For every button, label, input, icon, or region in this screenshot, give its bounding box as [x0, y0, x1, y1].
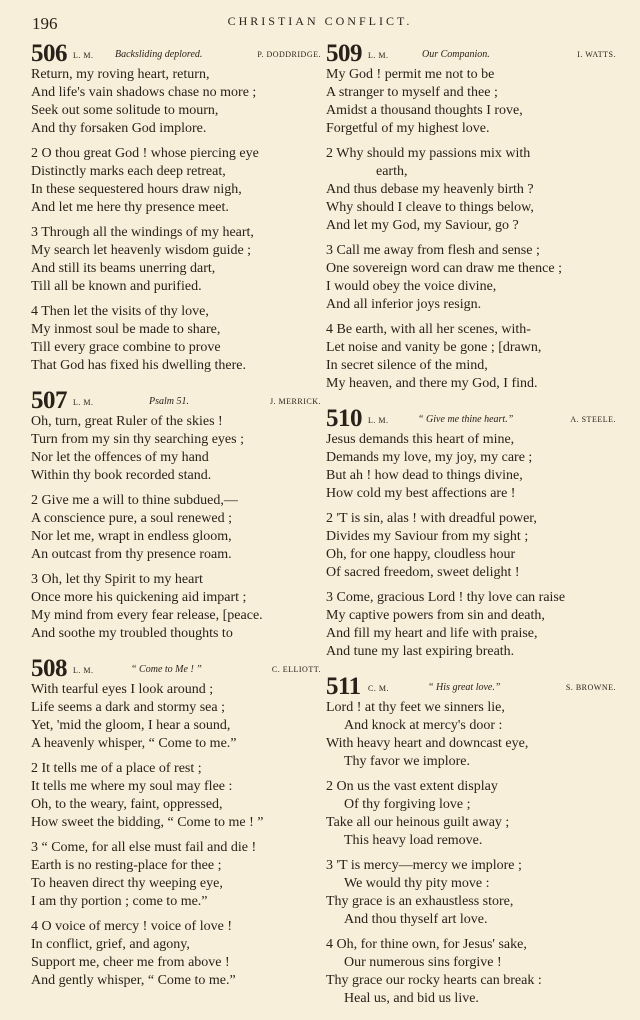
- verse-line: 2 'T is sin, alas ! with dreadful power,: [326, 511, 537, 526]
- stanza: [326, 778, 616, 850]
- hymn-number: 508: [31, 655, 67, 682]
- verse-line: And thou thyself art love.: [344, 912, 488, 927]
- verse-line: Divides my Saviour from my sight ;: [326, 529, 529, 544]
- hymn-meter: L. M.: [73, 666, 94, 675]
- verse-line: A stranger to myself and thee ;: [326, 85, 498, 100]
- stanza: [31, 571, 321, 643]
- verse-line: 2 On us the vast extent display: [326, 779, 498, 794]
- verse-line: 2 It tells me of a place of rest ;: [31, 761, 202, 776]
- verse-line: My God ! permit me not to be: [326, 67, 495, 82]
- verse-line: 4 Oh, for thine own, for Jesus' sake,: [326, 937, 527, 952]
- verse-line: Turn from my sin thy searching eyes ;: [31, 432, 244, 447]
- verse-line: A conscience pure, a soul renewed ;: [31, 511, 232, 526]
- verse-line: And knock at mercy's door :: [344, 718, 503, 733]
- hymn-title: “ Give me thine heart.”: [418, 414, 514, 425]
- stanza: [31, 681, 321, 753]
- hymn-header: [31, 655, 321, 681]
- stanza: [326, 589, 616, 661]
- verse-line: Of sacred freedom, sweet delight !: [326, 565, 520, 580]
- stanza: [326, 510, 616, 582]
- verse-line: Heal us, and bid us live.: [344, 991, 479, 1006]
- verse-line: How sweet the bidding, “ Come to me ! ”: [31, 815, 264, 830]
- verse-line: Yet, 'mid the gloom, I hear a sound,: [31, 718, 231, 733]
- hymn-507: [31, 387, 321, 643]
- stanza: [326, 857, 616, 929]
- hymn-header: [326, 405, 616, 431]
- verse-line: 4 O voice of mercy ! voice of love !: [31, 919, 232, 934]
- verse-line: 3 “ Come, for all else must fail and die !: [31, 840, 257, 855]
- stanza: [326, 321, 616, 393]
- stanza: [326, 242, 616, 314]
- hymn-header: [326, 673, 616, 699]
- verse-line: A heavenly whisper, “ Come to me.”: [31, 736, 237, 751]
- hymn-number: 509: [326, 40, 362, 67]
- verse-line: And all inferior joys resign.: [326, 297, 482, 312]
- stanza: [326, 145, 616, 235]
- verse-line: How cold my best affections are !: [326, 486, 516, 501]
- verse-line: An outcast from thy presence roam.: [31, 547, 232, 562]
- verse-line: And life's vain shadows chase no more ;: [31, 85, 257, 100]
- verse-line: 3 Through all the windings of my heart,: [31, 225, 254, 240]
- verse-line: earth,: [376, 164, 408, 179]
- verse-line: And gently whisper, “ Come to me.”: [31, 973, 236, 988]
- verse-line: 3 'T is mercy—mercy we implore ;: [326, 858, 522, 873]
- verse-line: Return, my roving heart, return,: [31, 67, 210, 82]
- verse-line: Why should I cleave to things below,: [326, 200, 534, 215]
- verse-line: Till every grace combine to prove: [31, 340, 221, 355]
- stanza: [326, 66, 616, 138]
- verse-line: Till all be known and purified.: [31, 279, 202, 294]
- left-column: [31, 40, 321, 1002]
- verse-line: Of thy forgiving love ;: [344, 797, 471, 812]
- verse-line: And fill my heart and life with praise,: [326, 626, 538, 641]
- right-column: [326, 40, 616, 1020]
- verse-line: My mind from every fear release, [peace.: [31, 608, 263, 623]
- hymn-title: Our Companion.: [422, 49, 490, 60]
- verse-line: Let noise and vanity be gone ; [drawn,: [326, 340, 542, 355]
- stanza: [326, 936, 616, 1008]
- stanza: [31, 303, 321, 375]
- verse-line: And let me here thy presence meet.: [31, 200, 229, 215]
- verse-line: To heaven direct thy weeping eye,: [31, 876, 223, 891]
- hymn-author: I. WATTS.: [577, 50, 616, 59]
- verse-line: My captive powers from sin and death,: [326, 608, 545, 623]
- verse-line: And thus debase my heavenly birth ?: [326, 182, 534, 197]
- verse-line: 3 Oh, let thy Spirit to my heart: [31, 572, 203, 587]
- verse-line: 3 Call me away from flesh and sense ;: [326, 243, 540, 258]
- verse-line: And tune my last expiring breath.: [326, 644, 515, 659]
- verse-line: Support me, cheer me from above !: [31, 955, 230, 970]
- verse-line: Oh, for one happy, cloudless hour: [326, 547, 516, 562]
- verse-line: Thy grace our rocky hearts can break :: [326, 973, 542, 988]
- verse-line: And still its beams unerring dart,: [31, 261, 216, 276]
- verse-line: Lord ! at thy feet we sinners lie,: [326, 700, 505, 715]
- verse-line: I am thy portion ; come to me.”: [31, 894, 208, 909]
- verse-line: Once more his quickening aid impart ;: [31, 590, 247, 605]
- verse-line: 2 Why should my passions mix with: [326, 146, 531, 161]
- verse-line: Nor let me, wrapt in endless gloom,: [31, 529, 232, 544]
- hymn-number: 510: [326, 405, 362, 432]
- hymn-author: S. BROWNE.: [565, 683, 616, 692]
- stanza: [326, 699, 616, 771]
- hymn-title: “ His great love.”: [428, 682, 501, 693]
- verse-line: Distinctly marks each deep retreat,: [31, 164, 226, 179]
- hymn-meter: L. M.: [73, 398, 94, 407]
- verse-line: We would thy pity move :: [344, 876, 490, 891]
- hymn-number: 507: [31, 387, 67, 414]
- verse-line: Thy favor we implore.: [344, 754, 470, 769]
- verse-line: One sovereign word can draw me thence ;: [326, 261, 562, 276]
- verse-line: 2 O thou great God ! whose piercing eye: [31, 146, 259, 161]
- verse-line: 4 Then let the visits of thy love,: [31, 304, 209, 319]
- verse-line: Earth is no resting-place for thee ;: [31, 858, 222, 873]
- stanza: [31, 760, 321, 832]
- page-number: 196: [32, 14, 58, 33]
- hymn-508: [31, 655, 321, 990]
- verse-line: 4 Be earth, with all her scenes, with-: [326, 322, 531, 337]
- stanza: [31, 839, 321, 911]
- verse-line: Demands my love, my joy, my care ;: [326, 450, 533, 465]
- hymn-meter: L. M.: [368, 416, 389, 425]
- verse-line: Life seems a dark and stormy sea ;: [31, 700, 225, 715]
- hymn-title: Backsliding deplored.: [115, 49, 203, 60]
- stanza: [31, 918, 321, 990]
- verse-line: With tearful eyes I look around ;: [31, 682, 214, 697]
- hymn-author: A. STEELE.: [570, 415, 616, 424]
- verse-line: And soothe my troubled thoughts to: [31, 626, 233, 641]
- hymn-meter: C. M.: [368, 684, 389, 693]
- hymn-header: [31, 387, 321, 413]
- stanza: [31, 492, 321, 564]
- hymn-title: Psalm 51.: [149, 396, 189, 407]
- hymn-number: 506: [31, 40, 67, 67]
- verse-line: My inmost soul be made to share,: [31, 322, 221, 337]
- verse-line: And let my God, my Saviour, go ?: [326, 218, 519, 233]
- verse-line: Our numerous sins forgive !: [344, 955, 502, 970]
- hymn-meter: L. M.: [73, 51, 94, 60]
- stanza: [31, 145, 321, 217]
- verse-line: Within thy book recorded stand.: [31, 468, 212, 483]
- verse-line: Amidst a thousand thoughts I rove,: [326, 103, 523, 118]
- hymn-header: [31, 40, 321, 66]
- verse-line: And thy forsaken God implore.: [31, 121, 207, 136]
- stanza: [326, 431, 616, 503]
- stanza: [31, 66, 321, 138]
- hymn-meter: L. M.: [368, 51, 389, 60]
- verse-line: Seek out some solitude to mourn,: [31, 103, 219, 118]
- stanza: [31, 413, 321, 485]
- hymn-author: C. ELLIOTT.: [271, 665, 321, 674]
- page-header: [0, 0, 640, 38]
- hymn-509: [326, 40, 616, 393]
- verse-line: In conflict, grief, and agony,: [31, 937, 190, 952]
- verse-line: It tells me where my soul may flee :: [31, 779, 233, 794]
- verse-line: That God has fixed his dwelling there.: [31, 358, 247, 373]
- verse-line: With heavy heart and downcast eye,: [326, 736, 529, 751]
- hymn-author: P. DODDRIDGE.: [257, 50, 321, 59]
- verse-line: My search let heavenly wisdom guide ;: [31, 243, 252, 258]
- verse-line: Forgetful of my highest love.: [326, 121, 490, 136]
- verse-line: Nor let the offences of my hand: [31, 450, 209, 465]
- verse-line: Oh, to the weary, faint, oppressed,: [31, 797, 223, 812]
- stanza: [31, 224, 321, 296]
- hymn-author: J. MERRICK.: [269, 397, 321, 406]
- verse-line: But ah ! how dead to things divine,: [326, 468, 523, 483]
- verse-line: In these sequestered hours draw nigh,: [31, 182, 242, 197]
- running-title: CHRISTIAN CONFLICT.: [227, 14, 413, 28]
- verse-line: This heavy load remove.: [344, 833, 483, 848]
- verse-line: Jesus demands this heart of mine,: [326, 432, 515, 447]
- verse-line: 2 Give me a will to thine subdued,—: [31, 493, 238, 508]
- hymn-number: 511: [326, 673, 361, 700]
- hymn-506: [31, 40, 321, 375]
- verse-line: 3 Come, gracious Lord ! thy love can raise: [326, 590, 566, 605]
- verse-line: In secret silence of the mind,: [326, 358, 488, 373]
- verse-line: My heaven, and there my God, I find.: [326, 376, 538, 391]
- verse-line: Take all our heinous guilt away ;: [326, 815, 510, 830]
- verse-line: Thy grace is an exhaustless store,: [326, 894, 514, 909]
- hymn-511: [326, 673, 616, 1008]
- hymn-510: [326, 405, 616, 661]
- verse-line: Oh, turn, great Ruler of the skies !: [31, 414, 223, 429]
- verse-line: I would obey the voice divine,: [326, 279, 497, 294]
- hymn-title: “ Come to Me ! ”: [131, 664, 202, 675]
- hymn-header: [326, 40, 616, 66]
